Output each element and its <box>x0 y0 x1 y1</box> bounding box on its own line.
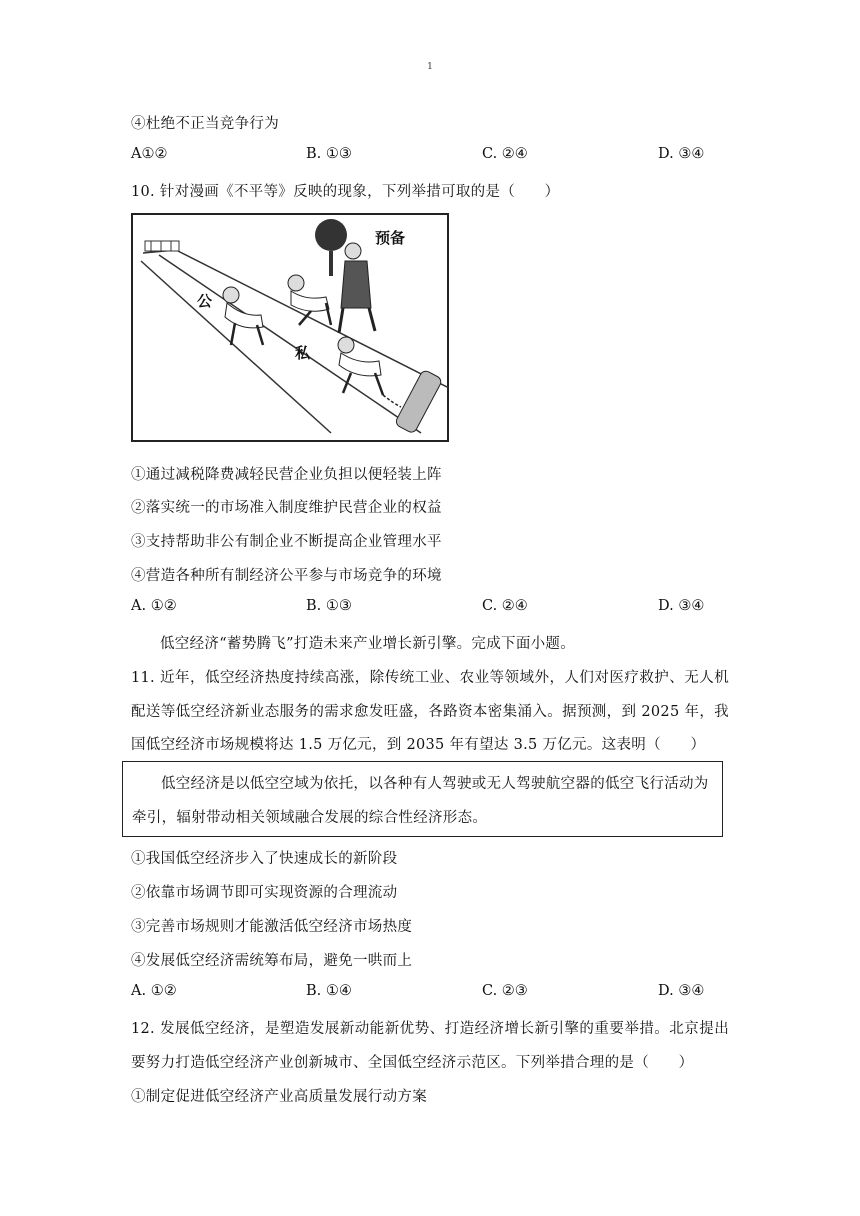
q11-stem-line-3: 国低空经济市场规模将达 1.5 万亿元，到 2035 年有望达 3.5 万亿元。这表明（ ） <box>131 737 706 753</box>
q11-box-line-1: 低空经济是以低空空域为依托，以各种有人驾驶或无人驾驶航空器的低空飞行活动为 <box>161 776 709 792</box>
q10-stem: 10. 针对漫画《不平等》反映的现象，下列举措可取的是（ ） <box>131 184 560 200</box>
q10-item-2: ②落实统一的市场准入制度维护民营企业的权益 <box>131 500 442 516</box>
cartoon-image <box>131 213 449 442</box>
q10-option-a: A. ①② <box>131 598 177 614</box>
q11-item-2: ②依靠市场调节即可实现资源的合理流动 <box>131 885 398 901</box>
q11-item-1: ①我国低空经济步入了快速成长的新阶段 <box>131 851 398 867</box>
q11-item-3: ③完善市场规则才能激活低空经济市场热度 <box>131 919 413 935</box>
q9-option-d: D. ③④ <box>658 146 705 162</box>
q10-option-b: B. ①③ <box>306 598 352 614</box>
q11-option-d: D. ③④ <box>658 983 705 999</box>
q12-stem-line-2: 要努力打造低空经济产业创新城市、全国低空经济示范区。下列举措合理的是（ ） <box>131 1055 694 1071</box>
q11-options <box>131 983 731 1003</box>
q12-stem-line-1: 12. 发展低空经济，是塑造发展新动能新优势、打造经济增长新引擎的重要举措。北京提出 <box>131 1021 729 1037</box>
q11-material-box <box>122 761 723 837</box>
cartoon-race-illustration <box>131 213 449 442</box>
q10-item-4: ④营造各种所有制经济公平参与市场竞争的环境 <box>131 568 442 584</box>
q10-options <box>131 598 731 618</box>
label-public: 公 <box>197 292 213 310</box>
q9-options <box>131 146 731 166</box>
q11-stem-line-2: 配送等低空经济新业态服务的需求愈发旺盛，各路资本密集涌入。据预测，到 2025 年，我 <box>131 704 729 720</box>
q10-item-3: ③支持帮助非公有制企业不断提高企业管理水平 <box>131 534 442 550</box>
q12-item-1: ①制定促进低空经济产业高质量发展行动方案 <box>131 1089 427 1105</box>
q9-option-c: C. ②④ <box>482 146 528 162</box>
q11-option-a: A. ①② <box>131 983 177 999</box>
q11-option-c: C. ②③ <box>482 983 528 999</box>
q11-item-4: ④发展低空经济需统筹布局，避免一哄而上 <box>131 953 413 969</box>
q9-option-a: A①② <box>131 146 168 162</box>
q10-option-c: C. ②④ <box>482 598 528 614</box>
q11-option-b: B. ①④ <box>306 983 352 999</box>
q10-item-1: ①通过减税降费减轻民营企业负担以便轻装上阵 <box>131 467 442 483</box>
q10-option-d: D. ③④ <box>658 598 705 614</box>
q11-box-line-2: 牵引，辐射带动相关领域融合发展的综合性经济形态。 <box>132 810 488 826</box>
page-number: 1 <box>427 62 433 72</box>
label-ready: 预备 <box>375 229 406 247</box>
q11-stem-line-1: 11. 近年，低空经济热度持续高涨，除传统工业、农业等领域外，人们对医疗救护、无人机 <box>131 670 729 686</box>
label-private: 私 <box>295 344 311 362</box>
q9-option-b: B. ①③ <box>306 146 352 162</box>
section-intro: 低空经济“蓄势腾飞”打造未来产业增长新引擎。完成下面小题。 <box>160 636 576 652</box>
q9-item-4: ④杜绝不正当竞争行为 <box>131 116 279 132</box>
